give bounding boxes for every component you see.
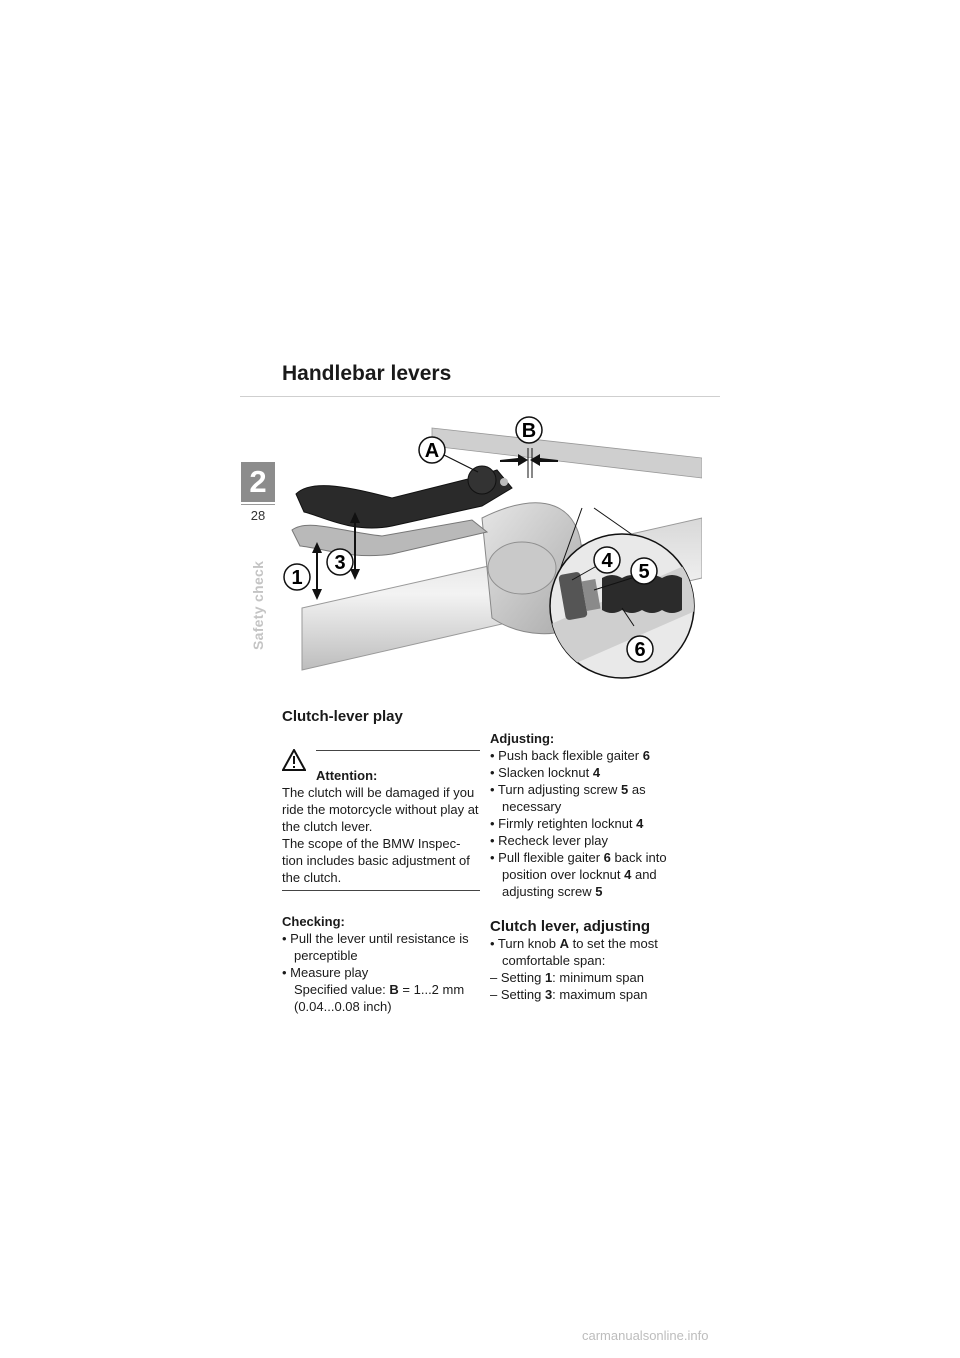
adjusting-item-1: • Push back flexible gaiter 6: [490, 748, 650, 763]
callout-4: [594, 547, 620, 573]
page-title: Handlebar levers: [282, 362, 452, 385]
section-side-label: Safety check: [250, 560, 266, 650]
callout-1: [284, 564, 310, 590]
attention-top-rule: [316, 750, 480, 751]
chapter-number: 2: [241, 462, 275, 502]
adjusting-item-3: • Turn adjusting screw 5 as necessary: [490, 782, 646, 814]
callout-3-label: 3: [334, 552, 346, 574]
lever-item-2: – Setting 1: minimum span: [490, 970, 644, 985]
callout-1-label: 1: [291, 567, 303, 589]
clutch-lever-play-title: Clutch-lever play: [282, 708, 403, 725]
callout-A-label: A: [424, 440, 440, 462]
title-divider: [240, 396, 720, 397]
callout-3: [327, 549, 353, 575]
clutch-lever-adjusting-title: Clutch lever, adjusting: [490, 918, 651, 935]
attention-label: Attention:: [316, 768, 378, 783]
warning-triangle-icon: [282, 749, 306, 771]
spec-rest: = 1...2 mm: [398, 982, 465, 997]
checking-item-1: • Pull the lever until resistance is perceptible: [282, 931, 469, 963]
lever-item-1: • Turn knob A to set the most comfortable span:: [490, 936, 658, 968]
checking-label: Checking:: [282, 914, 345, 929]
adjusting-label: Adjusting:: [490, 731, 555, 746]
callout-B: [516, 417, 542, 443]
callout-5: [631, 558, 657, 584]
callout-4-label: 4: [601, 550, 613, 572]
adjusting-item-5: • Recheck lever play: [490, 833, 608, 848]
callout-A: [419, 437, 445, 463]
adjusting-item-6: • Pull flexible gaiter 6 back into position over locknut 4 and adjusting screw 5: [490, 850, 667, 899]
callout-6-label: 6: [634, 639, 646, 661]
spec-prefix: Specified value:: [294, 982, 390, 997]
adjusting-item-2: • Slacken locknut 4: [490, 765, 601, 780]
adjusting-item-4: • Firmly retighten locknut 4: [490, 816, 644, 831]
page-number: 28: [250, 508, 266, 523]
checking-item-2: • Measure play: [282, 965, 369, 980]
lever-item-3: – Setting 3: maximum span: [490, 987, 648, 1002]
attention-text-1: The clutch will be damaged if you ride the motorcycle without play at the clutch lever.: [282, 785, 479, 834]
callout-6: [627, 636, 653, 662]
checking-spec: [282, 981, 480, 998]
handlebar-lever-illustration: [282, 408, 702, 688]
spec-b: B: [389, 982, 399, 997]
left-column: [282, 708, 480, 1015]
attention-text-2: The scope of the BMW Inspec-tion includes basic adjustment of the clutch.: [282, 836, 470, 885]
checking-spec-inch: (0.04...0.08 inch): [294, 999, 392, 1014]
callout-B-label: B: [521, 420, 537, 442]
site-watermark: carmanualsonline.info: [582, 1328, 709, 1343]
attention-box: [282, 749, 480, 891]
callout-5-label: 5: [638, 561, 650, 583]
right-column: [490, 730, 700, 1003]
chapter-divider: [241, 504, 275, 505]
